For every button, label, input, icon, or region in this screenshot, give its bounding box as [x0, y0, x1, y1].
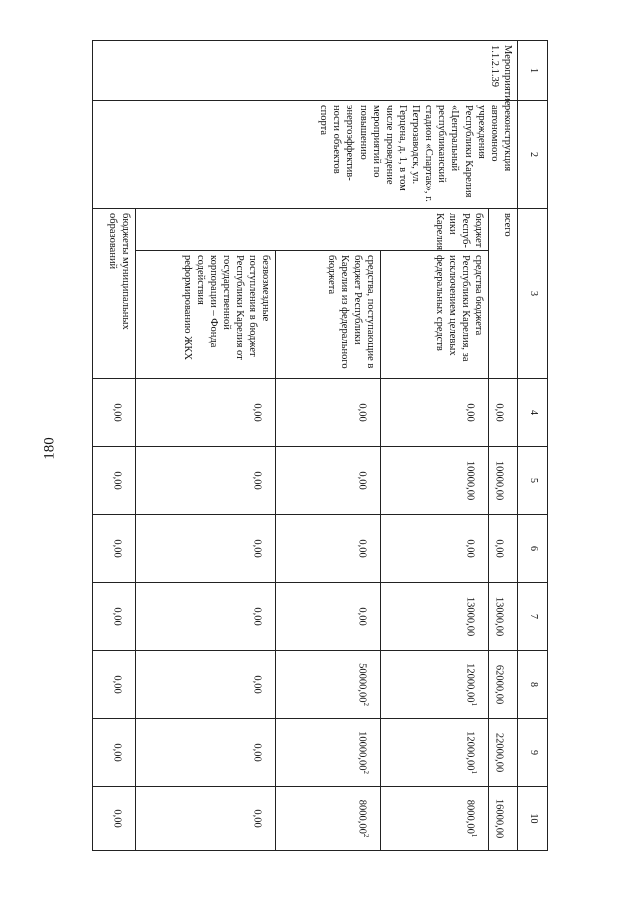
rotated-page — [100, 40, 548, 850]
value-cell: 0,00 — [276, 379, 381, 447]
value-cell: 16000,00 — [489, 787, 518, 851]
header-cell: 4 — [518, 379, 548, 447]
value-cell: 0,00 — [276, 447, 381, 515]
value-cell: 13000,00 — [489, 583, 518, 651]
value-cell: 0,00 — [93, 447, 136, 515]
funding-table — [92, 40, 548, 851]
table-row — [489, 41, 518, 851]
value-cell: 0,00 — [93, 583, 136, 651]
measure-cell: Мероприятие 1.1.2.1.39 — [93, 41, 518, 101]
header-cell: 9 — [518, 719, 548, 787]
value-cell: 13000,00 — [381, 583, 489, 651]
page-number: 180 — [41, 437, 58, 460]
source-cell: средства, поступающие в бюджет Республики Карелия из федерального бюджета — [276, 251, 381, 379]
source-cell: бюджеты муниципальных образований — [93, 209, 136, 379]
value-cell: 0,00 — [136, 447, 276, 515]
value-cell: 22000,00 — [489, 719, 518, 787]
source-cell: средства бюджета Республики Карелия, за исключением целевых федеральных средств — [381, 251, 489, 379]
description-cell: реконструкция автономного учреждения Республики Карелия «Центральный республиканский стадион «Спартак», г. Петрозаводск, ул. Герцена, д. 1, в том числе проведение мероприятий по повышению энергоэффектив-ности объектов спорта — [93, 101, 518, 209]
value-cell: 0,00 — [93, 651, 136, 719]
value-cell: 0,00 — [381, 379, 489, 447]
source-cell: всего — [489, 209, 518, 379]
header-cell: 10 — [518, 787, 548, 851]
value-cell: 0,00 — [93, 515, 136, 583]
header-cell: 3 — [518, 209, 548, 379]
value-cell: 10000,00 — [381, 447, 489, 515]
value-cell: 0,00 — [136, 787, 276, 851]
value-cell: 0,00 — [136, 719, 276, 787]
value-cell: 0,00 — [93, 379, 136, 447]
budget-group-cell: бюджет Респуб-лики Карелия — [136, 209, 489, 251]
value-cell: 8000,00$^1$ — [381, 787, 489, 851]
value-cell: 0,00 — [136, 379, 276, 447]
header-cell: 7 — [518, 583, 548, 651]
value-cell: 0,00 — [276, 515, 381, 583]
value-cell: 0,00 — [489, 515, 518, 583]
value-cell: 62000,00 — [489, 651, 518, 719]
header-row — [518, 41, 548, 851]
value-cell: 0,00 — [93, 719, 136, 787]
value-cell: 0,00 — [381, 515, 489, 583]
header-cell: 6 — [518, 515, 548, 583]
value-cell: 10000,00 — [489, 447, 518, 515]
value-cell: 0,00 — [136, 583, 276, 651]
header-cell: 1 — [518, 41, 548, 101]
value-cell: 0,00 — [276, 583, 381, 651]
value-cell: 50000,00$^2$ — [276, 651, 381, 719]
header-cell: 2 — [518, 101, 548, 209]
value-cell: 10000,00$^2$ — [276, 719, 381, 787]
header-cell: 5 — [518, 447, 548, 515]
value-cell: 0,00 — [136, 651, 276, 719]
value-cell: 0,00 — [136, 515, 276, 583]
value-cell: 0,00 — [93, 787, 136, 851]
value-cell: 12000,00$^1$ — [381, 651, 489, 719]
header-cell: 8 — [518, 651, 548, 719]
value-cell: 8000,00$^2$ — [276, 787, 381, 851]
value-cell: 0,00 — [489, 379, 518, 447]
value-cell: 12000,00$^1$ — [381, 719, 489, 787]
source-cell: безвозмездные поступления в бюджет Республики Карелия от государственной корпорации – Фонда содействия реформированию ЖКХ — [136, 251, 276, 379]
